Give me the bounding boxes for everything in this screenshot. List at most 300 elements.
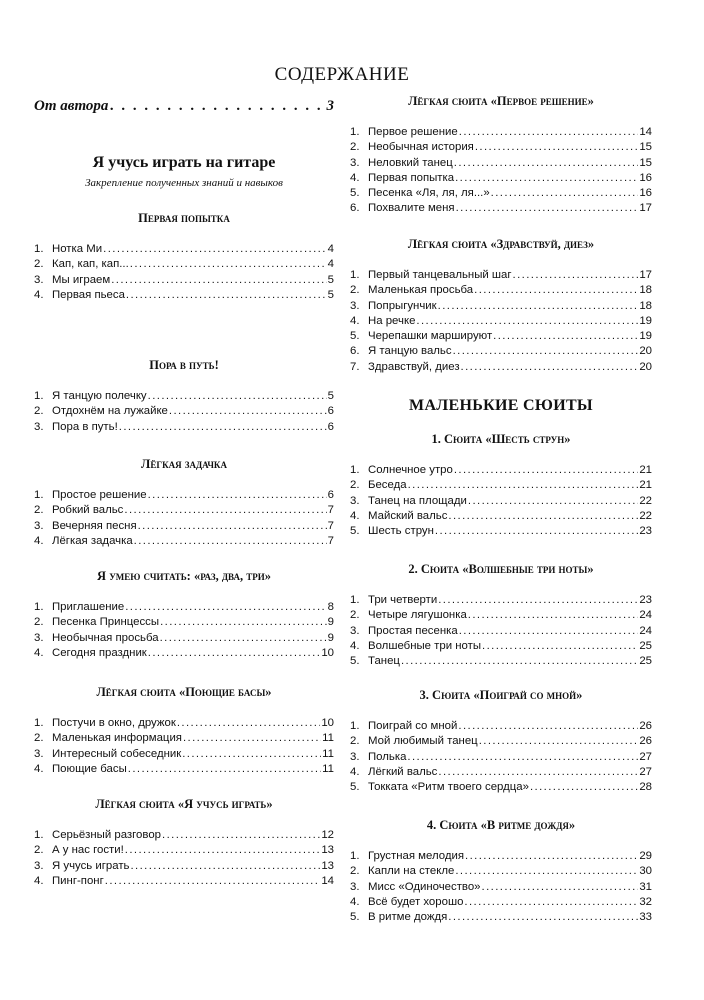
- toc-entry[interactable]: [350, 639, 652, 654]
- entry-page-number: 17: [639, 202, 652, 215]
- entry-number: 2.: [350, 479, 360, 492]
- entry-page-number: 13: [321, 844, 334, 857]
- toc-entry[interactable]: [350, 780, 652, 795]
- entry-number: 3.: [34, 420, 44, 433]
- toc-entry[interactable]: [350, 125, 652, 140]
- author-entry[interactable]: [34, 98, 334, 115]
- entry-title: Волшебные три ноты: [368, 639, 482, 652]
- entry-page-number: 28: [639, 781, 652, 794]
- entry-number: 3.: [34, 273, 44, 286]
- entry-page-number: 10: [321, 717, 334, 729]
- entry-title: Простая песенка: [368, 624, 458, 637]
- entry-number: 2.: [350, 735, 360, 748]
- entry-number: 3.: [350, 880, 360, 893]
- entry-page-number: 20: [639, 345, 652, 358]
- toc-entry[interactable]: [350, 329, 652, 344]
- entry-page-number: 12: [321, 829, 334, 841]
- entry-number: 6.: [350, 345, 360, 358]
- entry-title: Постучи в окно, дружок: [52, 717, 176, 729]
- toc-entry[interactable]: [34, 859, 334, 874]
- entry-title: Я учусь играть: [52, 859, 130, 872]
- toc-entry[interactable]: [34, 503, 334, 518]
- entry-title: Песенка «Ля, ля, ля...»: [368, 187, 490, 200]
- entry-page-number: 9: [327, 631, 334, 644]
- entry-page-number: 4: [327, 258, 334, 271]
- entry-page-number: 6: [327, 420, 334, 433]
- entry-number: 5.: [350, 330, 360, 343]
- leader-dots: [401, 654, 638, 669]
- leader-dots: [169, 404, 327, 419]
- entry-title: Первая пьеса: [52, 288, 125, 301]
- entry-title: Необычная история: [368, 141, 474, 154]
- entry-number: 2.: [34, 844, 44, 857]
- entry-number: 1.: [350, 594, 360, 606]
- entry-number: 1.: [350, 269, 360, 281]
- entry-number: 4.: [350, 765, 360, 778]
- section-title: Лёгкая задачка: [141, 457, 227, 471]
- entry-page-number: 5: [327, 273, 334, 286]
- entry-title: Я танцую полечку: [52, 390, 147, 402]
- entry-title: Капли на стекле: [368, 865, 455, 878]
- toc-entry[interactable]: [350, 910, 652, 925]
- leader-dots: [407, 750, 638, 765]
- toc-entry[interactable]: [350, 463, 652, 478]
- leader-dots: [103, 242, 327, 257]
- entry-title: Пора в путь!: [52, 420, 118, 433]
- toc-section: [34, 357, 334, 435]
- toc-entry[interactable]: [350, 719, 652, 734]
- entry-page-number: 18: [639, 299, 652, 312]
- entry-title: Серьёзный разговор: [52, 829, 161, 841]
- toc-entry[interactable]: [34, 600, 334, 615]
- toc-entry[interactable]: [34, 242, 334, 257]
- entry-page-number: 29: [639, 850, 652, 862]
- entry-title: А у нас гости!: [52, 844, 124, 857]
- entry-page-number: 7: [327, 504, 334, 517]
- entry-number: 4.: [34, 288, 44, 301]
- entry-number: 1.: [34, 489, 44, 501]
- leader-dots: [482, 639, 638, 654]
- entry-page-number: 24: [639, 624, 652, 637]
- entry-page-number: 21: [639, 479, 652, 492]
- entry-title: Вечерняя песня: [52, 519, 137, 532]
- entry-page-number: 15: [639, 141, 652, 154]
- leader-dots: [105, 874, 321, 889]
- entry-page-number: 23: [639, 594, 652, 606]
- leader-dots: [468, 608, 639, 623]
- entry-number: 1.: [34, 717, 44, 729]
- leader-dots: [111, 273, 326, 288]
- toc-section: [34, 684, 334, 777]
- entry-number: 1.: [34, 243, 44, 255]
- leader-dots: [493, 329, 638, 344]
- toc-entry[interactable]: [34, 828, 334, 843]
- toc-entry[interactable]: [34, 389, 334, 404]
- entry-title: Я танцую вальс: [368, 345, 452, 358]
- entry-page-number: 6: [327, 489, 334, 501]
- entry-title: Мы играем: [52, 273, 111, 286]
- entry-page-number: 11: [322, 732, 334, 745]
- leader-dots: [148, 488, 327, 503]
- toc-entry[interactable]: [350, 186, 652, 201]
- leader-dots: [454, 463, 638, 478]
- toc-entry[interactable]: [34, 843, 334, 858]
- toc-entry[interactable]: [34, 273, 334, 288]
- entry-title: Всё будет хорошо: [368, 895, 464, 908]
- section-list: [350, 268, 652, 375]
- section-title: Лёгкая сюита «Я учусь играть»: [95, 797, 273, 811]
- toc-entry[interactable]: [350, 895, 652, 910]
- author-page: 3: [326, 98, 334, 114]
- book-subtitle: Закрепление полученных знаний и навыков: [85, 177, 283, 189]
- entry-number: 3.: [34, 747, 44, 760]
- leader-dots: [456, 201, 639, 216]
- entry-number: 2.: [34, 405, 44, 418]
- toc-entry[interactable]: [350, 268, 652, 283]
- entry-number: 3.: [350, 494, 360, 507]
- entry-number: 4.: [34, 762, 44, 775]
- entry-number: 1.: [34, 390, 44, 402]
- entry-title: Первое решение: [368, 126, 458, 138]
- toc-entry[interactable]: [350, 765, 652, 780]
- entry-page-number: 25: [639, 639, 652, 652]
- section-list: [350, 125, 652, 217]
- entry-page-number: 11: [322, 762, 334, 775]
- section-title: Пора в путь!: [149, 358, 219, 372]
- entry-page-number: 11: [322, 747, 334, 760]
- entry-number: 1.: [34, 829, 44, 841]
- entry-page-number: 4: [327, 243, 334, 255]
- leader-dots: [110, 98, 324, 115]
- toc-entry[interactable]: [350, 864, 652, 879]
- toc-entry[interactable]: [350, 360, 652, 375]
- entry-page-number: 14: [321, 874, 334, 887]
- entry-page-number: 30: [639, 865, 652, 878]
- entry-page-number: 24: [639, 609, 652, 622]
- toc-entry[interactable]: [34, 534, 334, 549]
- entry-number: 2.: [350, 141, 360, 154]
- entry-title: Простое решение: [52, 489, 147, 501]
- entry-number: 3.: [350, 750, 360, 763]
- entry-title: Токката «Ритм твоего сердца»: [368, 781, 529, 794]
- toc-section: [350, 431, 652, 539]
- entry-number: 3.: [34, 859, 44, 872]
- entry-page-number: 20: [639, 360, 652, 373]
- leader-dots: [124, 503, 326, 518]
- toc-entry[interactable]: [350, 849, 652, 864]
- entry-page-number: 22: [639, 494, 652, 507]
- entry-number: 3.: [34, 631, 44, 644]
- entry-title: Солнечное утро: [368, 464, 453, 476]
- section-list: [350, 849, 652, 925]
- leader-dots: [459, 624, 639, 639]
- entry-number: 7.: [350, 360, 360, 373]
- entry-title: Мисс «Одиночество»: [368, 880, 481, 893]
- section-title: 1. Сюита «Шесть струн»: [431, 432, 571, 446]
- entry-title: Маленькая просьба: [368, 284, 474, 297]
- entry-number: 3.: [34, 519, 44, 532]
- entry-title: Три четверти: [368, 594, 438, 606]
- entry-page-number: 19: [639, 330, 652, 343]
- section-list: [34, 716, 334, 777]
- leader-dots: [455, 864, 638, 879]
- toc-entry[interactable]: [350, 593, 652, 608]
- entry-page-number: 8: [327, 601, 334, 613]
- toc-section: [34, 456, 334, 549]
- entry-title: Беседа: [368, 479, 407, 492]
- leader-dots: [148, 389, 327, 404]
- entry-number: 5.: [350, 187, 360, 200]
- toc-section: [34, 568, 334, 661]
- entry-title: Лёгкая задачка: [52, 534, 133, 547]
- leader-dots: [416, 314, 638, 329]
- section-list: [34, 488, 334, 549]
- entry-number: 1.: [350, 126, 360, 138]
- leader-dots: [435, 524, 638, 539]
- entry-number: 3.: [350, 624, 360, 637]
- entry-page-number: 5: [327, 288, 334, 301]
- toc-entry[interactable]: [350, 171, 652, 186]
- toc-entry[interactable]: [350, 478, 652, 493]
- entry-number: 1.: [350, 720, 360, 732]
- leader-dots: [455, 171, 638, 186]
- leader-dots: [160, 615, 327, 630]
- entry-title: Грустная мелодия: [368, 850, 464, 862]
- leader-dots: [458, 719, 638, 734]
- leader-dots: [464, 895, 638, 910]
- toc-entry[interactable]: [34, 420, 334, 435]
- entry-number: 5.: [350, 655, 360, 668]
- toc-entry[interactable]: [350, 140, 652, 155]
- toc-entry[interactable]: [350, 283, 652, 298]
- toc-entry[interactable]: [350, 524, 652, 539]
- entry-number: 2.: [34, 504, 44, 517]
- toc-entry[interactable]: [34, 288, 334, 303]
- leader-dots: [438, 299, 639, 314]
- leader-dots: [482, 880, 639, 895]
- entry-title: Интересный собеседник: [52, 747, 182, 760]
- leader-dots: [479, 734, 639, 749]
- toc-entry[interactable]: [34, 615, 334, 630]
- entry-number: 4.: [350, 639, 360, 652]
- section-title: Лёгкая сюита «Первое решение»: [408, 94, 594, 108]
- entry-title: Робкий вальс: [52, 504, 124, 517]
- entry-number: 1.: [350, 850, 360, 862]
- entry-number: 3.: [350, 299, 360, 312]
- leader-dots: [454, 156, 639, 171]
- leader-dots: [468, 494, 638, 509]
- leader-dots: [128, 762, 321, 777]
- section-title: Лёгкая сюита «Поющие басы»: [96, 685, 272, 699]
- entry-page-number: 27: [639, 765, 652, 778]
- entry-number: 1.: [34, 601, 44, 613]
- toc-section: [350, 817, 652, 925]
- entry-title: Приглашение: [52, 601, 125, 613]
- toc-entry[interactable]: [34, 762, 334, 777]
- entry-page-number: 10: [321, 646, 334, 659]
- toc-entry[interactable]: [350, 509, 652, 524]
- toc-entry[interactable]: [350, 494, 652, 509]
- page-title: СОДЕРЖАНИЕ: [274, 64, 410, 85]
- entry-number: 2.: [350, 865, 360, 878]
- entry-number: 2.: [34, 732, 44, 745]
- entry-number: 2.: [34, 616, 44, 629]
- book-title: Я учусь играть на гитаре: [92, 154, 276, 171]
- leader-dots: [474, 283, 638, 298]
- entry-page-number: 14: [639, 126, 652, 138]
- leader-dots: [448, 509, 638, 524]
- leader-dots: [475, 140, 638, 155]
- toc-entry[interactable]: [350, 156, 652, 171]
- entry-number: 4.: [350, 895, 360, 908]
- leader-dots: [126, 288, 327, 303]
- entry-title: Песенка Принцессы: [52, 616, 160, 629]
- toc-entry[interactable]: [34, 646, 334, 661]
- section-list: [350, 719, 652, 795]
- entry-page-number: 6: [327, 405, 334, 418]
- entry-title: Необычная просьба: [52, 631, 159, 644]
- toc-entry[interactable]: [34, 519, 334, 534]
- toc-entry[interactable]: [350, 654, 652, 669]
- entry-title: Неловкий танец: [368, 156, 453, 169]
- entry-page-number: 15: [639, 156, 652, 169]
- leader-dots: [160, 631, 327, 646]
- entry-title: Полька: [368, 750, 407, 763]
- entry-page-number: 7: [327, 519, 334, 532]
- leader-dots: [530, 780, 638, 795]
- toc-section: [34, 796, 334, 889]
- entry-number: 5.: [350, 525, 360, 538]
- entry-number: 4.: [34, 874, 44, 887]
- leader-dots: [130, 859, 320, 874]
- section-title: Первая попытка: [138, 211, 230, 225]
- entry-title: Поиграй со мной: [368, 720, 458, 732]
- entry-number: 4.: [350, 314, 360, 327]
- entry-page-number: 5: [327, 390, 334, 402]
- toc-entry[interactable]: [350, 750, 652, 765]
- entry-page-number: 7: [327, 534, 334, 547]
- entry-title: Танец на площади: [368, 494, 467, 507]
- leader-dots: [459, 125, 639, 140]
- leader-dots: [183, 731, 321, 746]
- toc-entry[interactable]: [34, 488, 334, 503]
- entry-page-number: 19: [639, 314, 652, 327]
- toc-entry[interactable]: [350, 201, 652, 216]
- entry-page-number: 25: [639, 655, 652, 668]
- entry-page-number: 26: [639, 735, 652, 748]
- entry-page-number: 16: [639, 171, 652, 184]
- toc-entry[interactable]: [34, 716, 334, 731]
- toc-entry[interactable]: [350, 344, 652, 359]
- entry-page-number: 26: [639, 720, 652, 732]
- toc-section: [350, 561, 652, 669]
- entry-title: Похвалите меня: [368, 202, 455, 215]
- entry-title: Шесть струн: [368, 525, 434, 538]
- entry-page-number: 27: [639, 750, 652, 763]
- entry-page-number: 22: [639, 509, 652, 522]
- entry-page-number: 17: [639, 269, 652, 281]
- section-title: Лёгкая сюита «Здравствуй, диез»: [407, 237, 595, 251]
- entry-title: Попрыгунчик: [368, 299, 437, 312]
- section-list: [34, 389, 334, 435]
- leader-dots: [438, 593, 638, 608]
- entry-number: 4.: [350, 171, 360, 184]
- entry-title: Пинг-понг: [52, 874, 104, 887]
- leader-dots: [134, 534, 327, 549]
- entry-title: Отдохнём на лужайке: [52, 405, 168, 418]
- section-title: 3. Сюита «Поиграй со мной»: [419, 688, 583, 702]
- toc-entry[interactable]: [350, 734, 652, 749]
- section-list: [350, 593, 652, 669]
- entry-page-number: 16: [639, 187, 652, 200]
- entry-number: 6.: [350, 202, 360, 215]
- leader-dots: [162, 828, 320, 843]
- author-label: От автора: [34, 98, 109, 114]
- entry-title: Здравствуй, диез: [368, 360, 460, 373]
- entry-number: 2.: [350, 284, 360, 297]
- toc-entry[interactable]: [34, 631, 334, 646]
- entry-title: Нотка Ми: [52, 243, 103, 255]
- toc-entry[interactable]: [350, 624, 652, 639]
- section-list: [350, 463, 652, 539]
- toc-entry[interactable]: [34, 257, 334, 272]
- entry-title: Первая попытка: [368, 171, 455, 184]
- entry-number: 4.: [34, 646, 44, 659]
- entry-number: 3.: [350, 156, 360, 169]
- toc-entry[interactable]: [350, 314, 652, 329]
- entry-title: Лёгкий вальс: [368, 765, 438, 778]
- entry-title: Сегодня праздник: [52, 646, 147, 659]
- entry-number: 5.: [350, 911, 360, 924]
- entry-title: Четыре лягушонка: [368, 609, 467, 622]
- entry-number: 4.: [350, 509, 360, 522]
- entry-page-number: 31: [639, 880, 652, 893]
- section-list: [34, 828, 334, 889]
- entry-title: Поющие басы: [52, 762, 127, 775]
- leader-dots: [453, 344, 639, 359]
- toc-entry[interactable]: [34, 874, 334, 889]
- section-title: 4. Сюита «В ритме дождя»: [426, 818, 576, 832]
- section-list: [34, 242, 334, 303]
- toc-entry[interactable]: [34, 731, 334, 746]
- toc-entry[interactable]: [34, 747, 334, 762]
- entry-title: На речке: [368, 314, 416, 327]
- toc-entry[interactable]: [350, 299, 652, 314]
- toc-entry[interactable]: [34, 404, 334, 419]
- toc-entry[interactable]: [350, 608, 652, 623]
- leader-dots: [408, 478, 639, 493]
- entry-page-number: 32: [639, 895, 652, 908]
- leader-dots: [513, 268, 639, 283]
- leader-dots: [438, 765, 638, 780]
- toc-entry[interactable]: [350, 880, 652, 895]
- leader-dots: [461, 360, 639, 375]
- leader-dots: [182, 747, 321, 762]
- toc-section: [350, 236, 652, 375]
- entry-title: Майский вальс: [368, 509, 448, 522]
- small-suites-heading: МАЛЕНЬКИЕ СЮИТЫ: [409, 397, 593, 414]
- entry-page-number: 23: [639, 525, 652, 538]
- entry-page-number: 33: [639, 911, 652, 924]
- leader-dots: [491, 186, 639, 201]
- entry-title: Черепашки маршируют: [368, 330, 493, 343]
- entry-number: 1.: [350, 464, 360, 476]
- entry-title: Маленькая информация: [52, 732, 182, 745]
- entry-page-number: 21: [639, 464, 652, 476]
- leader-dots: [130, 257, 327, 272]
- entry-page-number: 9: [327, 616, 334, 629]
- entry-title: Первый танцевальный шаг: [368, 269, 512, 281]
